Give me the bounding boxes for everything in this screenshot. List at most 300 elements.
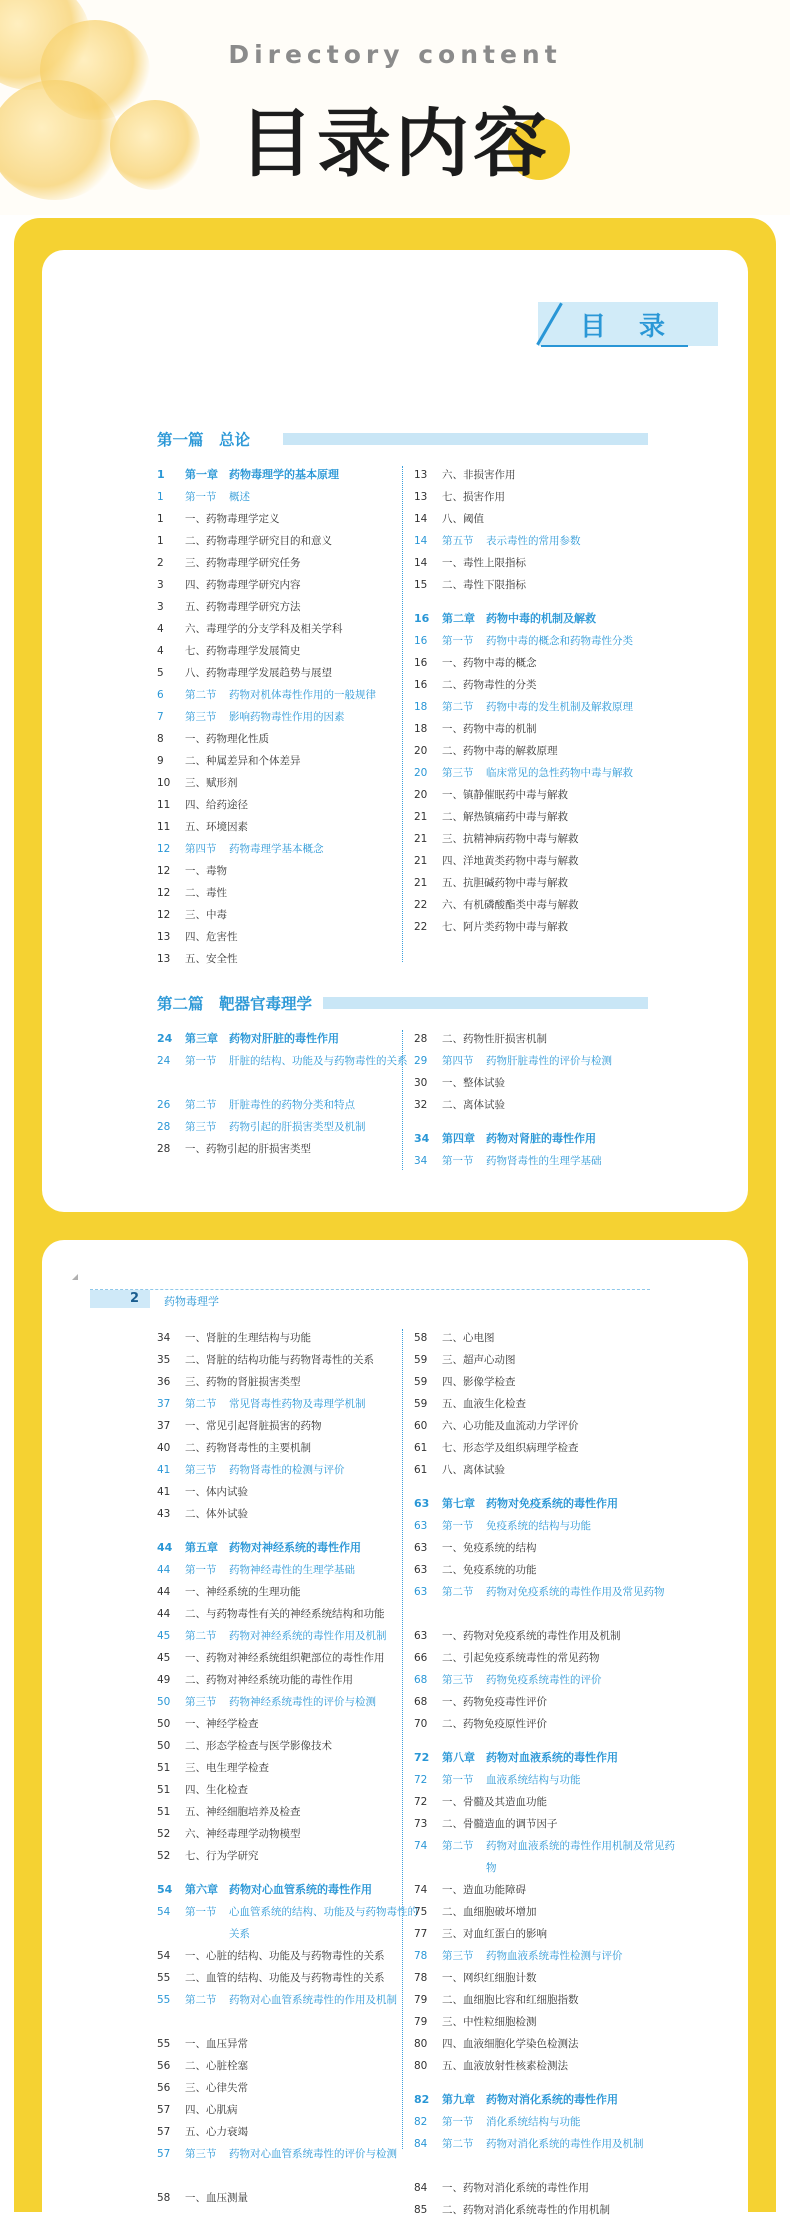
corner-marker	[72, 1274, 78, 1280]
toc-entry	[414, 1879, 674, 1901]
toc-section-label: 第三节	[442, 1674, 474, 1686]
toc-entry-title: 七、药物毒理学发展简史	[185, 645, 301, 657]
part-2-bar	[323, 997, 648, 1009]
toc-entry	[157, 1879, 417, 1901]
toc-entry-title: 一、神经系统的生理功能	[185, 1586, 301, 1598]
toc-entry-title: 药物中毒的机制及解救	[486, 612, 596, 625]
toc-entry-title: 临床常见的急性药物中毒与解救	[486, 767, 633, 779]
toc-page-number: 14	[414, 535, 428, 547]
toc-entry-title: 药物对神经系统的毒性作用	[229, 1541, 361, 1554]
toc-page-number: 24	[157, 1055, 171, 1067]
toc-page-number: 13	[157, 931, 171, 943]
toc-page-number: 1	[157, 513, 164, 525]
toc-page-number: 2	[157, 557, 164, 569]
toc-entry	[414, 1349, 674, 1371]
toc-entry	[414, 1559, 674, 1581]
toc-entry-title: 药物中毒的概念和药物毒性分类	[486, 635, 633, 647]
toc-entry	[157, 2143, 417, 2187]
toc-section-label: 第三节	[185, 1464, 217, 1476]
toc-entry-title: 药物对神经系统的毒性作用及机制	[229, 1630, 387, 1642]
toc-page-number: 44	[157, 1541, 173, 1554]
toc-entry	[414, 608, 674, 630]
toc-page-number: 18	[414, 723, 428, 735]
toc-page-number: 22	[414, 899, 428, 911]
toc-entry-title: 三、药物毒理学研究任务	[185, 557, 301, 569]
toc-page-number: 36	[157, 1376, 171, 1388]
toc-page-number: 54	[157, 1883, 173, 1896]
toc-entry-title: 二、血细胞比容和红细胞指数	[442, 1994, 579, 2006]
toc-section-label: 第二章	[442, 612, 475, 625]
toc-entry	[414, 2033, 674, 2055]
toc-page-number: 16	[414, 635, 428, 647]
toc-page-number: 44	[157, 1608, 171, 1620]
toc-page-number: 72	[414, 1751, 430, 1764]
toc-page-number: 41	[157, 1464, 171, 1476]
toc-entry-title: 二、药物对神经系统功能的毒性作用	[185, 1674, 353, 1686]
toc-entry	[157, 1757, 417, 1779]
toc-page-number: 82	[414, 2093, 430, 2106]
toc-entry	[157, 2055, 417, 2077]
toc-page-number: 77	[414, 1928, 428, 1940]
toc-column-part2-left	[157, 1028, 417, 1160]
toc-page-number: 1	[157, 535, 164, 547]
toc-entry-title: 四、血液细胞化学染色检测法	[442, 2038, 579, 2050]
toc-page-number: 66	[414, 1652, 428, 1664]
toc-section-label: 第四节	[442, 1055, 474, 1067]
toc-page-number: 50	[157, 1696, 171, 1708]
toc-entry-title: 七、损害作用	[442, 491, 505, 503]
toc-page-number: 43	[157, 1508, 171, 1520]
toc-entry-title: 六、神经毒理学动物模型	[185, 1828, 301, 1840]
toc-entry	[414, 806, 674, 828]
toc-entry	[414, 718, 674, 740]
toc-entry	[414, 784, 674, 806]
toc-entry	[157, 1603, 417, 1625]
toc-entry	[414, 674, 674, 696]
toc-entry	[414, 1128, 674, 1150]
toc-entry	[157, 1459, 417, 1481]
toc-entry	[414, 1150, 674, 1172]
toc-page-number: 12	[157, 909, 171, 921]
toc-entry-title: 二、心电图	[442, 1332, 495, 1344]
toc-section-label: 第二节	[185, 1099, 217, 1111]
toc-section-label: 第三节	[185, 711, 217, 723]
toc-page-number: 28	[157, 1143, 171, 1155]
toc-entry	[157, 662, 417, 684]
toc-entry-title: 五、血液生化检查	[442, 1398, 526, 1410]
toc-entry	[157, 882, 417, 904]
toc-entry-title: 药物中毒的发生机制及解救原理	[486, 701, 633, 713]
toc-entry-title: 药物对血液系统的毒性作用	[486, 1751, 618, 1764]
toc-entry	[157, 2121, 417, 2143]
toc-page-number: 63	[414, 1586, 428, 1598]
toc-page-number: 22	[414, 921, 428, 933]
toc-section-label: 第一节	[442, 2116, 474, 2128]
toc-entry	[414, 1072, 674, 1094]
toc-entry	[157, 1349, 417, 1371]
toc-entry	[157, 596, 417, 618]
toc-page-number: 63	[414, 1520, 428, 1532]
toc-entry	[414, 1515, 674, 1537]
toc-page-number: 44	[157, 1586, 171, 1598]
toc-page-number: 54	[157, 1906, 171, 1918]
toc-entry	[157, 574, 417, 596]
chinese-title: 目录内容	[239, 101, 551, 187]
toc-entry-title: 二、种属差异和个体差异	[185, 755, 301, 767]
toc-page-number: 52	[157, 1850, 171, 1862]
toc-entry-title: 一、药物毒理学定义	[185, 513, 280, 525]
toc-entry	[414, 2199, 674, 2221]
toc-page-number: 63	[414, 1564, 428, 1576]
toc-entry	[157, 1327, 417, 1349]
toc-page-number: 44	[157, 1564, 171, 1576]
toc-page-number: 7	[157, 711, 164, 723]
toc-entry	[157, 1801, 417, 1823]
toc-entry-title: 二、离体试验	[442, 1099, 505, 1111]
toc-page-number: 55	[157, 1972, 171, 1984]
toc-page-number: 59	[414, 1354, 428, 1366]
toc-entry	[157, 1625, 417, 1647]
toc-page-number: 74	[414, 1884, 428, 1896]
toc-entry	[414, 1967, 674, 1989]
toc-entry	[157, 1116, 417, 1138]
toc-entry	[414, 508, 674, 530]
toc-entry-title: 四、药物毒理学研究内容	[185, 579, 301, 591]
toc-section-label: 第三章	[185, 1032, 218, 1045]
toc-entry	[157, 1779, 417, 1801]
toc-page-number: 54	[157, 1950, 171, 1962]
toc-entry-title: 一、药物中毒的概念	[442, 657, 537, 669]
toc-entry-title: 二、药物肾毒性的主要机制	[185, 1442, 311, 1454]
column-divider	[402, 1030, 403, 1170]
toc-entry	[157, 1823, 417, 1845]
toc-section-label: 第九章	[442, 2093, 475, 2106]
toc-entry	[414, 894, 674, 916]
toc-section-label: 第二节	[185, 1398, 217, 1410]
toc-page-number: 84	[414, 2138, 428, 2150]
toc-entry	[157, 1481, 417, 1503]
toc-entry-title: 三、药物的肾脏损害类型	[185, 1376, 301, 1388]
toc-entry-title: 二、药物对消化系统毒性的作用机制	[442, 2204, 610, 2216]
page2-book-title: 药物毒理学	[164, 1295, 219, 1308]
toc-page-number: 63	[414, 1542, 428, 1554]
toc-page-number: 29	[414, 1055, 428, 1067]
toc-entry	[414, 486, 674, 508]
toc-page-number: 4	[157, 623, 164, 635]
toc-entry	[157, 794, 417, 816]
toc-section-label: 第八章	[442, 1751, 475, 1764]
toc-section-label: 第二节	[185, 1994, 217, 2006]
toc-entry	[157, 904, 417, 926]
toc-entry	[157, 1393, 417, 1415]
toc-entry-title: 四、心肌病	[185, 2104, 238, 2116]
toc-entry	[157, 706, 417, 728]
toc-page-number: 34	[414, 1155, 428, 1167]
toc-entry-title: 一、药物理化性质	[185, 733, 269, 745]
toc-entry-title: 二、药物性肝损害机制	[442, 1033, 547, 1045]
toc-entry-title: 二、免疫系统的功能	[442, 1564, 537, 1576]
toc-entry	[414, 1094, 674, 1116]
toc-entry-title: 一、神经学检查	[185, 1718, 259, 1730]
toc-entry	[414, 2011, 674, 2033]
toc-page-number: 37	[157, 1420, 171, 1432]
toc-entry-title: 一、常见引起肾脏损害的药物	[185, 1420, 322, 1432]
mulu-underline	[541, 345, 688, 347]
toc-entry	[157, 860, 417, 882]
toc-page-number: 85	[414, 2204, 428, 2216]
toc-page-number: 13	[414, 491, 428, 503]
toc-section-label: 第二节	[442, 2138, 474, 2150]
toc-page-number: 61	[414, 1442, 428, 1454]
toc-entry	[157, 1735, 417, 1757]
toc-column-page2-left	[157, 1327, 417, 2209]
toc-entry-title: 四、给药途径	[185, 799, 248, 811]
toc-entry	[157, 1647, 417, 1669]
toc-entry	[414, 916, 674, 938]
toc-entry-title: 二、体外试验	[185, 1508, 248, 1520]
toc-entry-title: 药物神经毒性的生理学基础	[229, 1564, 355, 1576]
toc-entry-title: 三、心律失常	[185, 2082, 248, 2094]
toc-page-number: 9	[157, 755, 164, 767]
toc-entry-title: 一、网织红细胞计数	[442, 1972, 537, 1984]
toc-entry-title: 三、电生理学检查	[185, 1762, 269, 1774]
toc-entry	[414, 1669, 674, 1691]
toc-entry-title: 一、血压异常	[185, 2038, 248, 2050]
toc-page-number: 14	[414, 513, 428, 525]
part-1-bar	[283, 433, 648, 445]
toc-page-number: 72	[414, 1796, 428, 1808]
toc-page-number: 14	[414, 557, 428, 569]
toc-entry-title: 二、毒性下限指标	[442, 579, 526, 591]
toc-entry-title: 五、神经细胞培养及检查	[185, 1806, 301, 1818]
toc-entry-title: 一、药物引起的肝损害类型	[185, 1143, 311, 1155]
toc-page-number: 20	[414, 767, 428, 779]
toc-entry	[157, 948, 417, 970]
column-divider	[402, 1329, 403, 2149]
toc-page-number: 21	[414, 833, 428, 845]
toc-page-number: 78	[414, 1972, 428, 1984]
toc-page-number: 18	[414, 701, 428, 713]
toc-entry	[414, 1050, 674, 1072]
toc-page-number: 30	[414, 1077, 428, 1089]
toc-entry-title: 一、骨髓及其造血功能	[442, 1796, 547, 1808]
toc-entry	[414, 1835, 674, 1879]
toc-page-number: 6	[157, 689, 164, 701]
toc-entry-title: 六、非损害作用	[442, 469, 516, 481]
toc-page-number: 56	[157, 2060, 171, 2072]
toc-entry	[414, 630, 674, 652]
toc-entry-title: 药物神经系统毒性的评价与检测	[229, 1696, 376, 1708]
toc-page-number: 21	[414, 877, 428, 889]
toc-entry-title: 四、生化检查	[185, 1784, 248, 1796]
toc-section-label: 第二节	[185, 689, 217, 701]
toc-page-number: 24	[157, 1032, 173, 1045]
toc-entry	[157, 1415, 417, 1437]
toc-entry	[414, 1747, 674, 1769]
toc-page-number: 57	[157, 2104, 171, 2116]
toc-entry	[157, 1901, 417, 1945]
toc-page-number: 1	[157, 468, 165, 481]
toc-page-number: 28	[414, 1033, 428, 1045]
toc-section-label: 第一节	[442, 1520, 474, 1532]
toc-entry	[414, 2055, 674, 2077]
toc-section-label: 第一节	[185, 1055, 217, 1067]
toc-page-number: 15	[414, 579, 428, 591]
toc-entry	[157, 508, 417, 530]
toc-entry	[414, 1813, 674, 1835]
toc-entry	[414, 1327, 674, 1349]
toc-page-number: 55	[157, 1994, 171, 2006]
toc-entry	[157, 1437, 417, 1459]
toc-entry-title: 药物对消化系统的毒性作用及机制	[486, 2138, 644, 2150]
toc-page-number: 74	[414, 1840, 428, 1852]
page2-header-tab	[90, 1290, 150, 1308]
toc-entry-title: 一、免疫系统的结构	[442, 1542, 537, 1554]
toc-section-label: 第三节	[185, 1696, 217, 1708]
toc-entry	[414, 1713, 674, 1735]
toc-entry-title: 心血管系统的结构、功能及与药物毒性的关系	[229, 1906, 418, 1940]
toc-section-label: 第二节	[442, 701, 474, 713]
toc-entry	[157, 2033, 417, 2055]
toc-page-number: 45	[157, 1652, 171, 1664]
toc-entry-title: 概述	[229, 491, 250, 503]
toc-page-number: 21	[414, 855, 428, 867]
toc-page-number: 80	[414, 2038, 428, 2050]
toc-page-number: 52	[157, 1828, 171, 1840]
toc-entry	[157, 640, 417, 662]
toc-entry-title: 五、环境因素	[185, 821, 248, 833]
toc-entry	[414, 1437, 674, 1459]
toc-page-number: 80	[414, 2060, 428, 2072]
toc-entry-title: 一、造血功能障碍	[442, 1884, 526, 1896]
toc-entry-title: 药物毒理学基本概念	[229, 843, 324, 855]
toc-page-number: 10	[157, 777, 171, 789]
toc-entry-title: 肝脏毒性的药物分类和特点	[229, 1099, 355, 1111]
toc-entry	[157, 2099, 417, 2121]
toc-section-label: 第七章	[442, 1497, 475, 1510]
toc-entry-title: 一、毒物	[185, 865, 227, 877]
toc-entry-title: 二、引起免疫系统毒性的常见药物	[442, 1652, 600, 1664]
toc-entry-title: 二、心脏栓塞	[185, 2060, 248, 2072]
toc-entry	[157, 1371, 417, 1393]
toc-entry	[414, 1393, 674, 1415]
toc-section-label: 第一章	[185, 468, 218, 481]
toc-entry	[414, 1791, 674, 1813]
toc-entry-title: 二、血管的结构、功能及与药物毒性的关系	[185, 1972, 385, 1984]
toc-section-label: 第三节	[442, 767, 474, 779]
toc-entry-title: 药物肾毒性的生理学基础	[486, 1155, 602, 1167]
toc-entry-title: 三、超声心动图	[442, 1354, 516, 1366]
toc-entry-title: 一、血压测量	[185, 2192, 248, 2204]
toc-entry-title: 七、阿片类药物中毒与解救	[442, 921, 568, 933]
toc-entry-title: 药物对肝脏的毒性作用	[229, 1032, 339, 1045]
toc-entry	[157, 728, 417, 750]
toc-entry-title: 药物对心血管系统毒性的作用及机制	[229, 1994, 397, 2006]
toc-entry-title: 常见肾毒性药物及毒理学机制	[229, 1398, 366, 1410]
toc-entry-title: 五、心力衰竭	[185, 2126, 248, 2138]
toc-page-number: 57	[157, 2148, 171, 2160]
toc-page-number: 21	[414, 811, 428, 823]
toc-entry	[414, 530, 674, 552]
toc-entry	[414, 828, 674, 850]
toc-entry-title: 药物对心血管系统的毒性作用	[229, 1883, 372, 1896]
toc-entry	[414, 762, 674, 784]
toc-page-number: 12	[157, 887, 171, 899]
toc-page-number: 72	[414, 1774, 428, 1786]
toc-entry	[414, 2133, 674, 2177]
toc-entry	[157, 1503, 417, 1525]
column-divider	[402, 466, 403, 962]
toc-page-number: 13	[414, 469, 428, 481]
toc-section-label: 第五节	[442, 535, 474, 547]
toc-entry	[414, 1493, 674, 1515]
toc-page-number: 13	[157, 953, 171, 965]
toc-entry	[157, 2077, 417, 2099]
toc-entry-title: 七、形态学及组织病理学检查	[442, 1442, 579, 1454]
toc-entry-title: 药物毒理学的基本原理	[229, 468, 339, 481]
toc-entry	[157, 772, 417, 794]
toc-entry	[157, 684, 417, 706]
toc-page-number: 68	[414, 1696, 428, 1708]
toc-entry	[157, 1537, 417, 1559]
toc-section-label: 第一节	[185, 491, 217, 503]
part-1-title: 第一篇 总论	[157, 431, 251, 449]
toc-entry-title: 二、毒性	[185, 887, 227, 899]
toc-entry-title: 药物血液系统毒性检测与评价	[486, 1950, 623, 1962]
toc-section-label: 第二节	[185, 1630, 217, 1642]
toc-entry-title: 八、离体试验	[442, 1464, 505, 1476]
toc-entry-title: 三、对血红蛋白的影响	[442, 1928, 547, 1940]
toc-entry-title: 六、毒理学的分支学科及相关学科	[185, 623, 343, 635]
toc-entry	[414, 1945, 674, 1967]
toc-page-number: 41	[157, 1486, 171, 1498]
toc-entry	[414, 2089, 674, 2111]
toc-entry-title: 药物免疫系统毒性的评价	[486, 1674, 602, 1686]
toc-entry-title: 五、安全性	[185, 953, 238, 965]
toc-page-number: 1	[157, 491, 164, 503]
toc-page-number: 78	[414, 1950, 428, 1962]
toc-section-label: 第一节	[442, 1774, 474, 1786]
toc-entry-title: 药物对免疫系统的毒性作用及常见药物	[486, 1586, 665, 1598]
toc-entry	[157, 464, 417, 486]
toc-entry	[414, 552, 674, 574]
toc-page-number: 35	[157, 1354, 171, 1366]
toc-entry-title: 药物肝脏毒性的评价与检测	[486, 1055, 612, 1067]
toc-page-number: 4	[157, 645, 164, 657]
toc-section-label: 第一节	[185, 1906, 217, 1918]
toc-entry-title: 一、体内试验	[185, 1486, 248, 1498]
toc-page-number: 37	[157, 1398, 171, 1410]
toc-entry-title: 二、肾脏的结构功能与药物肾毒性的关系	[185, 1354, 374, 1366]
toc-page-number: 79	[414, 1994, 428, 2006]
toc-entry-title: 二、药物毒理学研究目的和意义	[185, 535, 332, 547]
toc-page-number: 3	[157, 579, 164, 591]
toc-page-number: 49	[157, 1674, 171, 1686]
toc-entry	[157, 1945, 417, 1967]
toc-page-number: 5	[157, 667, 164, 679]
page-header	[0, 0, 790, 215]
toc-entry-title: 四、危害性	[185, 931, 238, 943]
toc-entry-title: 影响药物毒性作用的因素	[229, 711, 345, 723]
toc-column-part1-right	[414, 464, 674, 938]
toc-entry-title: 药物对肾脏的毒性作用	[486, 1132, 596, 1145]
toc-entry-title: 消化系统结构与功能	[486, 2116, 581, 2128]
toc-page-number: 73	[414, 1818, 428, 1830]
toc-page-number: 70	[414, 1718, 428, 1730]
toc-column-part2-right	[414, 1028, 674, 1172]
toc-page-number: 68	[414, 1674, 428, 1686]
toc-entry-title: 药物对消化系统的毒性作用	[486, 2093, 618, 2106]
